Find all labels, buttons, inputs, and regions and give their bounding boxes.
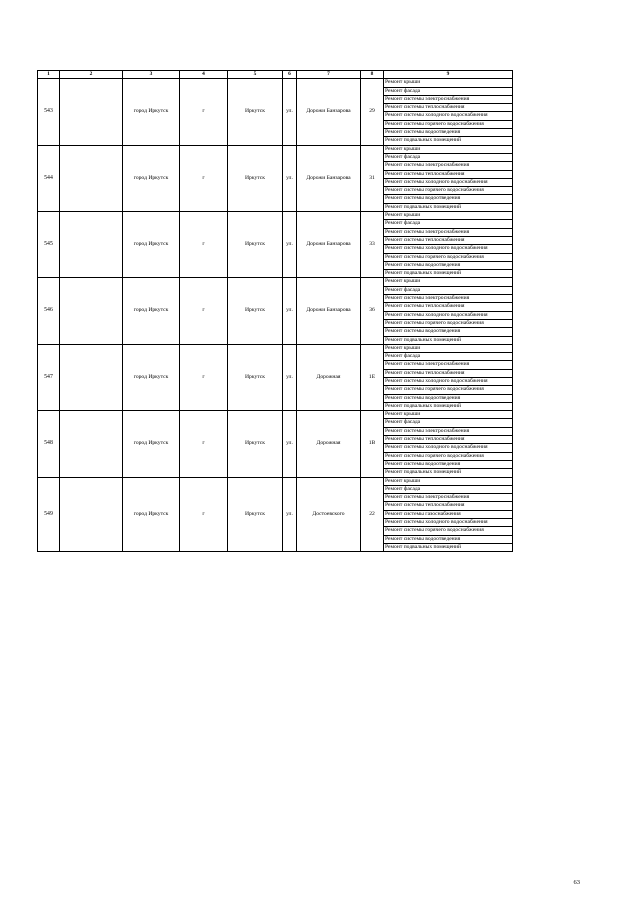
row-number-cell: 547	[38, 344, 60, 410]
street-cell: Дорожная	[297, 344, 361, 410]
street-cell: Дорожи Банзарова	[297, 145, 361, 211]
repair-work-cell: Ремонт системы водоотведения	[384, 261, 513, 269]
settlement-cell: Иркутск	[228, 79, 283, 145]
repair-work-cell: Ремонт системы холодного водоснабжения	[384, 444, 513, 452]
table-row	[38, 344, 513, 352]
repair-work-cell: Ремонт подвальных помещений	[384, 270, 513, 278]
street-type-cell: ул.	[283, 212, 297, 278]
municipality-cell: город Иркутск	[123, 79, 180, 145]
table-row	[38, 278, 513, 286]
repair-work-cell: Ремонт подвальных помещений	[384, 336, 513, 344]
repair-work-cell: Ремонт системы горячего водоснабжения	[384, 386, 513, 394]
column-header: 3	[123, 71, 180, 79]
house-number-cell: 33	[361, 212, 384, 278]
table-row	[38, 212, 513, 220]
document-page	[37, 70, 513, 552]
municipality-cell: город Иркутск	[123, 477, 180, 552]
repair-work-cell: Ремонт системы горячего водоснабжения	[384, 187, 513, 195]
municipality-cell: город Иркутск	[123, 278, 180, 344]
repair-work-cell: Ремонт фасада	[384, 220, 513, 228]
repair-work-cell: Ремонт системы электроснабжения	[384, 95, 513, 103]
settlement-type-cell: г	[180, 278, 228, 344]
house-number-cell: 29	[361, 79, 384, 145]
repair-work-cell: Ремонт крыши	[384, 344, 513, 352]
blank-cell	[60, 344, 123, 410]
repair-work-cell: Ремонт фасада	[384, 419, 513, 427]
street-cell: Дорожи Банзарова	[297, 278, 361, 344]
street-type-cell: ул.	[283, 477, 297, 552]
settlement-type-cell: г	[180, 145, 228, 211]
repair-work-cell: Ремонт подвальных помещений	[384, 402, 513, 410]
column-header: 7	[297, 71, 361, 79]
repair-work-cell: Ремонт системы холодного водоснабжения	[384, 377, 513, 385]
repair-work-cell: Ремонт системы горячего водоснабжения	[384, 120, 513, 128]
repair-work-cell: Ремонт системы холодного водоснабжения	[384, 245, 513, 253]
repair-work-cell: Ремонт крыши	[384, 212, 513, 220]
settlement-type-cell: г	[180, 79, 228, 145]
repair-work-cell: Ремонт системы теплоснабжения	[384, 436, 513, 444]
settlement-cell: Иркутск	[228, 477, 283, 552]
settlement-type-cell: г	[180, 411, 228, 477]
housing-repair-table	[37, 70, 513, 552]
repair-work-cell: Ремонт системы электроснабжения	[384, 228, 513, 236]
row-number-cell: 543	[38, 79, 60, 145]
blank-cell	[60, 79, 123, 145]
table-row	[38, 477, 513, 485]
repair-work-cell: Ремонт системы теплоснабжения	[384, 236, 513, 244]
repair-work-cell: Ремонт системы холодного водоснабжения	[384, 178, 513, 186]
house-number-cell: 22	[361, 477, 384, 552]
column-header: 5	[228, 71, 283, 79]
repair-work-cell: Ремонт фасада	[384, 153, 513, 161]
settlement-cell: Иркутск	[228, 411, 283, 477]
settlement-type-cell: г	[180, 212, 228, 278]
settlement-cell: Иркутск	[228, 278, 283, 344]
column-header: 2	[60, 71, 123, 79]
blank-cell	[60, 212, 123, 278]
row-number-cell: 546	[38, 278, 60, 344]
column-header: 6	[283, 71, 297, 79]
repair-work-cell: Ремонт системы электроснабжения	[384, 162, 513, 170]
house-number-cell: 1Е	[361, 344, 384, 410]
repair-work-cell: Ремонт системы электроснабжения	[384, 295, 513, 303]
blank-cell	[60, 411, 123, 477]
page-number: 63	[573, 879, 580, 886]
street-type-cell: ул.	[283, 411, 297, 477]
repair-work-cell: Ремонт подвальных помещений	[384, 469, 513, 477]
repair-work-cell: Ремонт фасада	[384, 286, 513, 294]
repair-work-cell: Ремонт фасада	[384, 485, 513, 493]
row-number-cell: 548	[38, 411, 60, 477]
street-cell: Дорожи Банзарова	[297, 212, 361, 278]
repair-work-cell: Ремонт системы газоснабжения	[384, 510, 513, 518]
repair-work-cell: Ремонт системы горячего водоснабжения	[384, 319, 513, 327]
table-row	[38, 145, 513, 153]
municipality-cell: город Иркутск	[123, 212, 180, 278]
repair-work-cell: Ремонт системы горячего водоснабжения	[384, 253, 513, 261]
repair-work-cell: Ремонт подвальных помещений	[384, 203, 513, 211]
repair-work-cell: Ремонт системы водоотведения	[384, 535, 513, 543]
repair-work-cell: Ремонт фасада	[384, 87, 513, 95]
repair-work-cell: Ремонт системы водоотведения	[384, 129, 513, 137]
repair-work-cell: Ремонт крыши	[384, 278, 513, 286]
repair-work-cell: Ремонт крыши	[384, 411, 513, 419]
repair-work-cell: Ремонт системы теплоснабжения	[384, 170, 513, 178]
table-body	[38, 79, 513, 552]
repair-work-cell: Ремонт системы теплоснабжения	[384, 502, 513, 510]
blank-cell	[60, 278, 123, 344]
repair-work-cell: Ремонт подвальных помещений	[384, 137, 513, 145]
column-header: 4	[180, 71, 228, 79]
repair-work-cell: Ремонт подвальных помещений	[384, 543, 513, 551]
repair-work-cell: Ремонт системы электроснабжения	[384, 494, 513, 502]
repair-work-cell: Ремонт системы водоотведения	[384, 460, 513, 468]
house-number-cell: 31	[361, 145, 384, 211]
settlement-cell: Иркутск	[228, 344, 283, 410]
column-header: 1	[38, 71, 60, 79]
repair-work-cell: Ремонт системы холодного водоснабжения	[384, 311, 513, 319]
street-type-cell: ул.	[283, 344, 297, 410]
blank-cell	[60, 145, 123, 211]
repair-work-cell: Ремонт системы водоотведения	[384, 328, 513, 336]
repair-work-cell: Ремонт системы электроснабжения	[384, 427, 513, 435]
blank-cell	[60, 477, 123, 552]
row-number-cell: 545	[38, 212, 60, 278]
row-number-cell: 549	[38, 477, 60, 552]
street-type-cell: ул.	[283, 278, 297, 344]
repair-work-cell: Ремонт системы теплоснабжения	[384, 104, 513, 112]
repair-work-cell: Ремонт крыши	[384, 79, 513, 87]
street-type-cell: ул.	[283, 79, 297, 145]
repair-work-cell: Ремонт системы водоотведения	[384, 394, 513, 402]
municipality-cell: город Иркутск	[123, 145, 180, 211]
repair-work-cell: Ремонт крыши	[384, 145, 513, 153]
row-number-cell: 544	[38, 145, 60, 211]
street-type-cell: ул.	[283, 145, 297, 211]
street-cell: Дорожи Банзарова	[297, 79, 361, 145]
repair-work-cell: Ремонт системы теплоснабжения	[384, 369, 513, 377]
repair-work-cell: Ремонт системы теплоснабжения	[384, 303, 513, 311]
settlement-type-cell: г	[180, 477, 228, 552]
municipality-cell: город Иркутск	[123, 411, 180, 477]
column-header: 8	[361, 71, 384, 79]
column-header-row	[38, 71, 513, 79]
repair-work-cell: Ремонт системы горячего водоснабжения	[384, 452, 513, 460]
table-row	[38, 411, 513, 419]
street-cell: Достоевского	[297, 477, 361, 552]
repair-work-cell: Ремонт фасада	[384, 353, 513, 361]
repair-work-cell: Ремонт системы горячего водоснабжения	[384, 527, 513, 535]
house-number-cell: 36	[361, 278, 384, 344]
settlement-type-cell: г	[180, 344, 228, 410]
settlement-cell: Иркутск	[228, 212, 283, 278]
municipality-cell: город Иркутск	[123, 344, 180, 410]
street-cell: Дорожная	[297, 411, 361, 477]
repair-work-cell: Ремонт системы холодного водоснабжения	[384, 519, 513, 527]
column-header: 9	[384, 71, 513, 79]
repair-work-cell: Ремонт крыши	[384, 477, 513, 485]
repair-work-cell: Ремонт системы электроснабжения	[384, 361, 513, 369]
settlement-cell: Иркутск	[228, 145, 283, 211]
house-number-cell: 1В	[361, 411, 384, 477]
repair-work-cell: Ремонт системы водоотведения	[384, 195, 513, 203]
table-row	[38, 79, 513, 87]
repair-work-cell: Ремонт системы холодного водоснабжения	[384, 112, 513, 120]
